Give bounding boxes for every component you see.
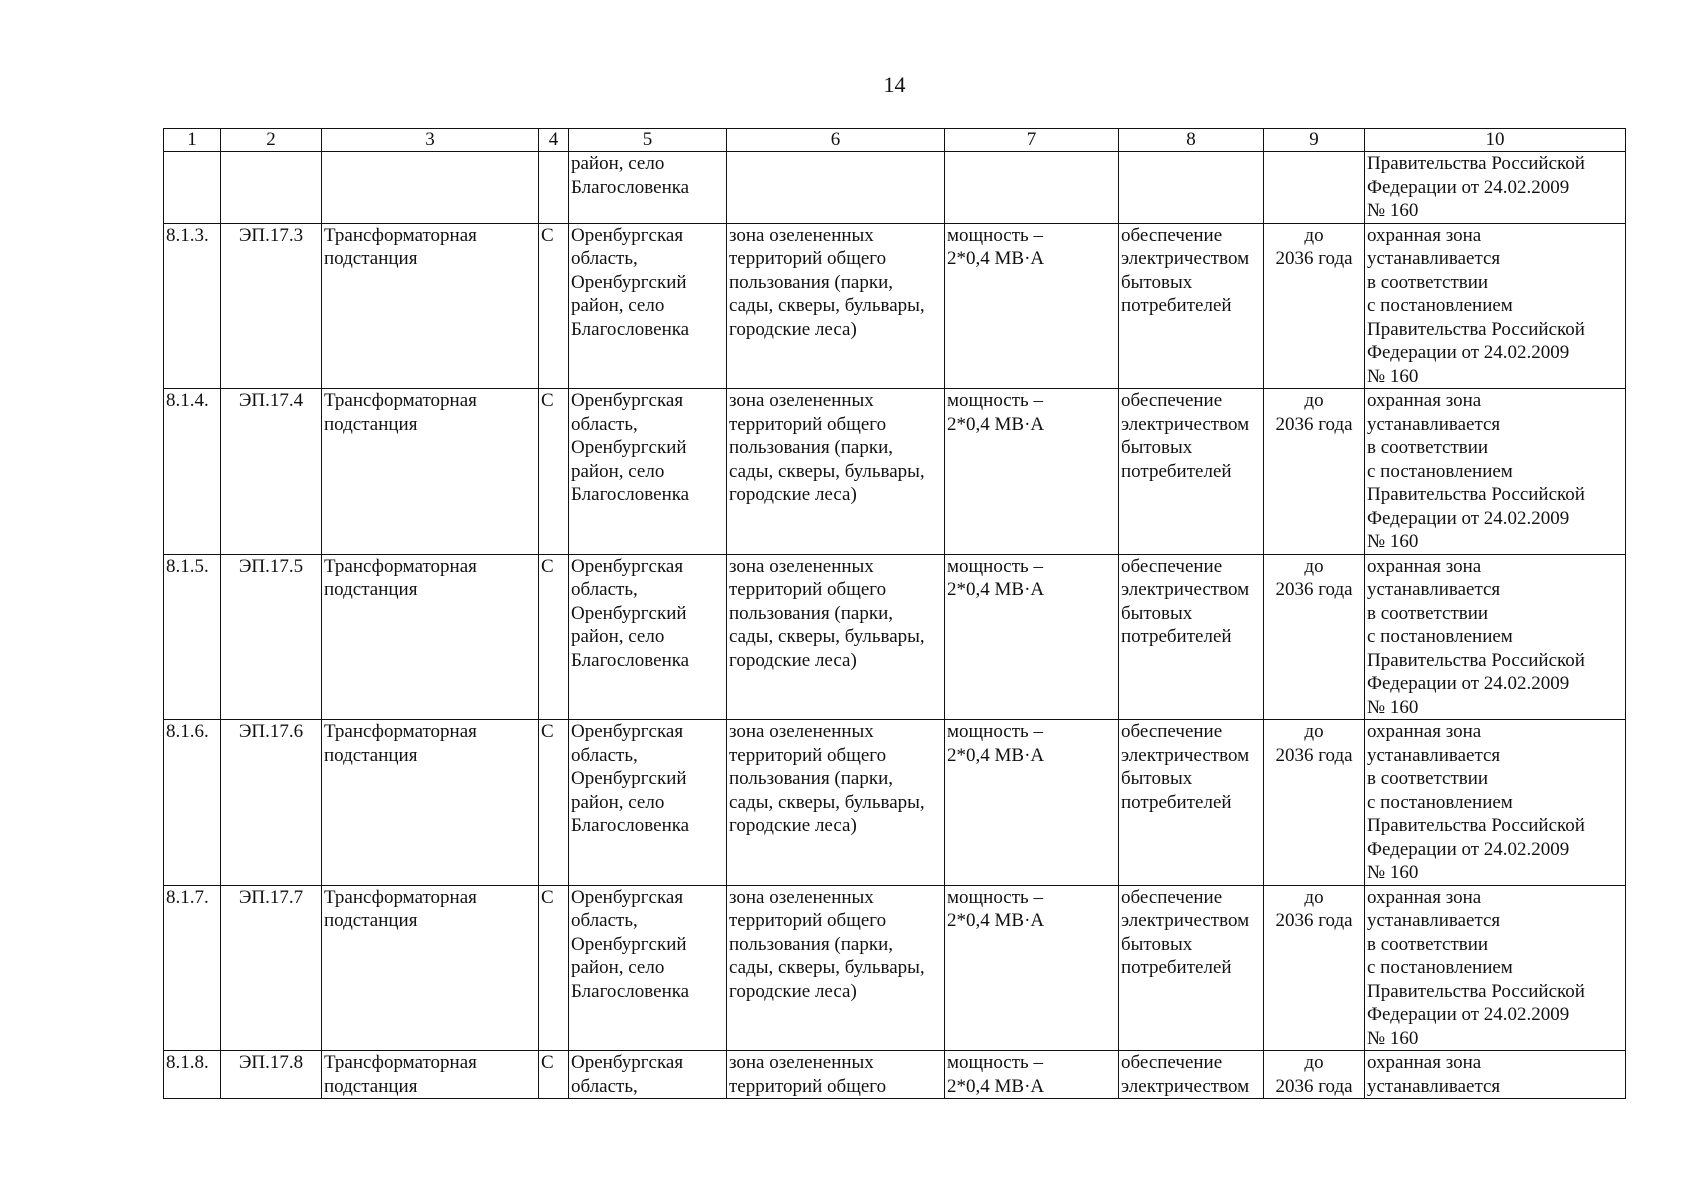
cell-location: Оренбургская область, [569,1051,727,1099]
cell-num [164,152,221,224]
header-col-10: 10 [1365,129,1626,152]
cell-protection: охранная зона устанавливается в соответствии с постановлением Правительства Российской Федерации от 24.02.2009 № 160 [1365,720,1626,886]
cell-purpose: обеспечение электричеством бытовых потребителей [1119,720,1264,886]
header-col-2: 2 [221,129,322,152]
table-row [164,885,1626,1051]
cell-purpose: обеспечение электричеством бытовых потребителей [1119,223,1264,389]
cell-status: С [539,1051,569,1099]
header-col-8: 8 [1119,129,1264,152]
cell-code: ЭП.17.8 [221,1051,322,1099]
cell-location: район, село Благословенка [569,152,727,224]
cell-num: 8.1.5. [164,554,221,720]
table-row [164,223,1626,389]
cell-code: ЭП.17.4 [221,389,322,555]
header-col-9: 9 [1264,129,1365,152]
table-row [164,389,1626,555]
header-col-3: 3 [322,129,539,152]
cell-protection: охранная зона устанавливается в соответствии с постановлением Правительства Российской Федерации от 24.02.2009 № 160 [1365,223,1626,389]
cell-protection: охранная зона устанавливается в соответствии с постановлением Правительства Российской Федерации от 24.02.2009 № 160 [1365,389,1626,555]
page-number: 14 [883,72,906,97]
cell-power: мощность – 2*0,4 МВ·А [945,885,1119,1051]
cell-zone: зона озелененных территорий общего пользования (парки, сады, скверы, бульвары, городские леса) [727,554,945,720]
cell-location: Оренбургская область, Оренбургский район, село Благословенка [569,554,727,720]
cell-power [945,152,1119,224]
cell-num: 8.1.7. [164,885,221,1051]
data-table [163,128,1626,1099]
cell-num: 8.1.6. [164,720,221,886]
header-col-1: 1 [164,129,221,152]
cell-zone [727,152,945,224]
cell-name: Трансформаторная подстанция [322,389,539,555]
cell-location: Оренбургская область, Оренбургский район, село Благословенка [569,720,727,886]
cell-status [539,152,569,224]
cell-power: мощность – 2*0,4 МВ·А [945,554,1119,720]
cell-deadline: до 2036 года [1264,885,1365,1051]
cell-protection: охранная зона устанавливается в соответствии с постановлением Правительства Российской Федерации от 24.02.2009 № 160 [1365,554,1626,720]
cell-zone: зона озелененных территорий общего пользования (парки, сады, скверы, бульвары, городские леса) [727,223,945,389]
cell-deadline: до 2036 года [1264,223,1365,389]
cell-purpose: обеспечение электричеством бытовых потребителей [1119,389,1264,555]
cell-protection: Правительства Российской Федерации от 24.02.2009 № 160 [1365,152,1626,224]
cell-purpose [1119,152,1264,224]
table-row [164,1051,1626,1099]
cell-power: мощность – 2*0,4 МВ·А [945,223,1119,389]
cell-deadline: до 2036 года [1264,720,1365,886]
table-row [164,720,1626,886]
cell-power: мощность – 2*0,4 МВ·А [945,389,1119,555]
cell-code: ЭП.17.7 [221,885,322,1051]
cell-zone: зона озелененных территорий общего пользования (парки, сады, скверы, бульвары, городские леса) [727,720,945,886]
cell-num: 8.1.3. [164,223,221,389]
cell-deadline: до 2036 года [1264,554,1365,720]
table-header [164,129,1626,152]
cell-code: ЭП.17.3 [221,223,322,389]
cell-protection: охранная зона устанавливается [1365,1051,1626,1099]
cell-name: Трансформаторная подстанция [322,720,539,886]
continuation-row [164,152,1626,224]
cell-purpose: обеспечение электричеством бытовых потребителей [1119,554,1264,720]
header-col-4: 4 [539,129,569,152]
cell-protection: охранная зона устанавливается в соответствии с постановлением Правительства Российской Федерации от 24.02.2009 № 160 [1365,885,1626,1051]
cell-zone: зона озелененных территорий общего [727,1051,945,1099]
cell-purpose: обеспечение электричеством [1119,1051,1264,1099]
cell-deadline: до 2036 года [1264,389,1365,555]
header-row [164,129,1626,152]
cell-name: Трансформаторная подстанция [322,885,539,1051]
cell-name: Трансформаторная подстанция [322,554,539,720]
table-row [164,554,1626,720]
cell-power: мощность – 2*0,4 МВ·А [945,1051,1119,1099]
cell-status: С [539,885,569,1051]
cell-zone: зона озелененных территорий общего пользования (парки, сады, скверы, бульвары, городские леса) [727,885,945,1051]
cell-num: 8.1.8. [164,1051,221,1099]
header-col-7: 7 [945,129,1119,152]
cell-code [221,152,322,224]
cell-location: Оренбургская область, Оренбургский район, село Благословенка [569,223,727,389]
cell-status: С [539,389,569,555]
table-body [164,152,1626,1099]
cell-status: С [539,554,569,720]
header-col-6: 6 [727,129,945,152]
cell-status: С [539,223,569,389]
cell-purpose: обеспечение электричеством бытовых потребителей [1119,885,1264,1051]
header-col-5: 5 [569,129,727,152]
cell-deadline [1264,152,1365,224]
cell-zone: зона озелененных территорий общего пользования (парки, сады, скверы, бульвары, городские леса) [727,389,945,555]
cell-location: Оренбургская область, Оренбургский район, село Благословенка [569,389,727,555]
cell-status: С [539,720,569,886]
cell-code: ЭП.17.5 [221,554,322,720]
cell-name [322,152,539,224]
cell-num: 8.1.4. [164,389,221,555]
cell-name: Трансформаторная подстанция [322,1051,539,1099]
cell-code: ЭП.17.6 [221,720,322,886]
cell-deadline: до 2036 года [1264,1051,1365,1099]
cell-power: мощность – 2*0,4 МВ·А [945,720,1119,886]
cell-name: Трансформаторная подстанция [322,223,539,389]
cell-location: Оренбургская область, Оренбургский район, село Благословенка [569,885,727,1051]
